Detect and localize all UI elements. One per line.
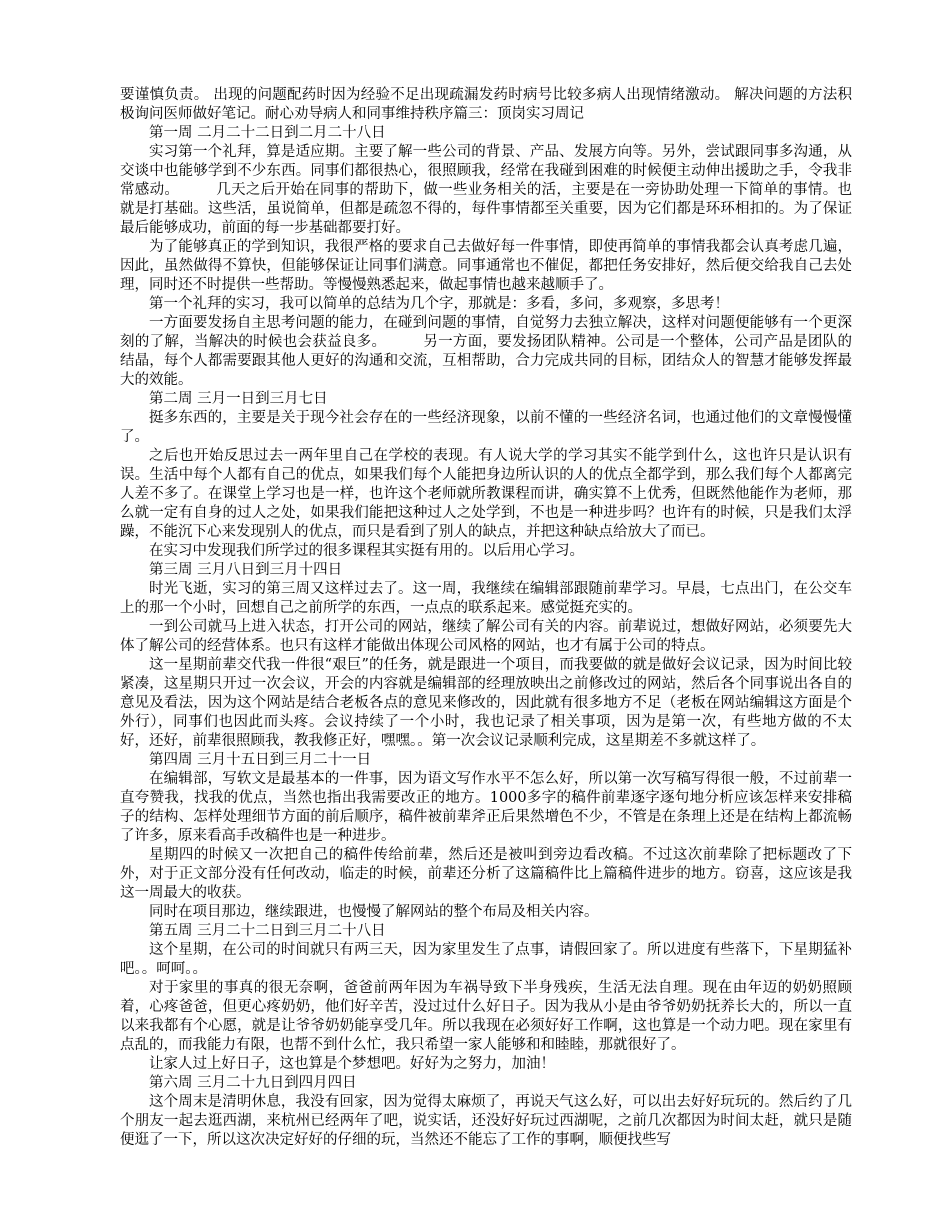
- week-heading-5: 第五周 三月二十二日到三月二十八日: [149, 923, 386, 939]
- week-heading-2: 第二周 三月一日到三月七日: [149, 391, 328, 407]
- paragraph-intro: 要谨慎负责。 出现的问题配药时因为经验不足出现疏漏发药时病号比较多病人出现情绪激动。 解决问题的方法积极询问医师做好笔记。耐心劝导病人和同事维持秩序篇三：顶岗实习周记: [120, 87, 852, 122]
- paragraph: 这一星期前辈交代我一件很“艰巨”的任务，就是跟进一个项目，而我要做的就是做好会议记录，因为时间比较紧凑，这星期只开过一次会议，开会的内容就是编辑部的经理放映出之前修改过的网站，然后各个同事说出各自的意见及看法，因为这个网站是结合老板各点的意见来修改的，因此就有很多地方不足（老板在网站编辑这方面是个外行），同事们也因此而头疼。会议持续了一个小时，我也记录了相关事项，因为是第一次，有些地方做的不太好，还好，前辈很照顾我，教我修正好，嘿嘿。。第一次会议记录顺利完成，这星期差不多就这样了。: [120, 657, 852, 749]
- paragraph: 之后也开始反思过去一两年里自己在学校的表现。有人说大学的学习其实不能学到什么，这也许只是认识有误。生活中每个人都有自己的优点，如果我们每个人能把身边所认识的人的优点全都学到，那么我们每个人都离完人差不多了。在课堂上学习也是一样，也许这个老师就所教课程而讲，确实算不上优秀，但既然他能作为老师，那么就一定有自身的过人之处，如果我们能把这种过人之处学到，不也是一种进步吗？也许有的时候，只是我们太浮躁，不能沉下心来发现别人的优点，而只是看到了别人的缺点，并把这种缺点给放大了而已。: [120, 448, 852, 540]
- paragraph: 在编辑部，写软文是最基本的一件事，因为语文写作水平不怎么好，所以第一次写稿写得很一般，不过前辈一直夸赞我，找我的优点，当然也指出我需要改正的地方。1000多字的稿件前辈逐字逐句地分析应该怎样来安排稿子的结构、怎样处理细节方面的前后顺序，稿件被前辈斧正后果然增色不少，不管是在条理上还是在结构上都流畅了许多，原来看高手改稿件也是一种进步。: [120, 771, 852, 844]
- paragraph: 一方面要发扬自主思考问题的能力，在碰到问题的事情，自觉努力去独立解决，这样对问题便能够有一个更深刻的了解，当解决的时候也会获益良多。 另一方面，要发扬团队精神。公司是一个整体，公司产品是团队的结晶，每个人都需要跟其他人更好的沟通和交流，互相帮助，合力完成共同的目标，团结众人的智慧才能够发挥最大的效能。: [120, 315, 852, 388]
- week-heading-3: 第三周 三月八日到三月十四日: [149, 562, 343, 578]
- week-heading-1: 第一周 二月二十二日到二月二十八日: [149, 125, 386, 141]
- paragraph: 让家人过上好日子，这也算是个梦想吧。好好为之努力，加油！: [149, 1056, 555, 1072]
- paragraph: 时光飞逝，实习的第三周又这样过去了。这一周，我继续在编辑部跟随前辈学习。早晨，七点出门，在公交车上的那一个小时，回想自己之前所学的东西，一点点的联系起来。感觉挺充实的。: [120, 581, 852, 616]
- paragraph: 同时在项目那边，继续跟进，也慢慢了解网站的整个布局及相关内容。: [149, 904, 599, 920]
- paragraph: 为了能够真正的学到知识，我很严格的要求自己去做好每一件事情，即使再简单的事情我都会认真考虑几遍，因此，虽然做得不算快，但能够保证让同事们满意。同事通常也不催促，都把任务安排好，然后便交给我自己去处理，同时还不时提供一些帮助。等慢慢熟悉起来，做起事情也越来越顺手了。: [120, 239, 852, 293]
- paragraph: 挺多东西的，主要是关于现今社会存在的一些经济现象，以前不懂的一些经济名词，也通过他们的文章慢慢懂了。: [120, 410, 852, 445]
- paragraph: 在实习中发现我们所学过的很多课程其实挺有用的。以后用心学习。: [149, 543, 584, 559]
- paragraph: 星期四的时候又一次把自己的稿件传给前辈，然后还是被叫到旁边看改稿。不过这次前辈除了把标题改了下外，对于正文部分没有任何改动，临走的时候，前辈还分析了这篇稿件比上篇稿件进步的地方。窃喜，这应该是我这一周最大的收获。: [120, 847, 852, 901]
- document-page: [120, 86, 852, 1150]
- week-heading-4: 第四周 三月十五日到三月二十一日: [149, 752, 372, 768]
- paragraph: 实习第一个礼拜，算是适应期。主要了解一些公司的背景、产品、发展方向等。另外，尝试跟同事多沟通，从交谈中也能够学到不少东西。同事们都很热心，很照顾我，经常在我碰到困难的时候便主动伸出援助之手，令我非常感动。 几天之后开始在同事的帮助下，做一些业务相关的活，主要是在一旁协助处理一下简单的事情。也就是打基础。这些活，虽说简单，但都是疏忽不得的，每件事情都至关重要，因为它们都是环环相扣的。为了保证最后能够成功，前面的每一步基础都要打好。: [120, 144, 852, 236]
- paragraph: 对于家里的事真的很无奈啊，爸爸前两年因为车祸导致下半身残疾，生活无法自理。现在由年迈的奶奶照顾着，心疼爸爸，但更心疼奶奶，他们好辛苦，没过过什么好日子。因为我从小是由爷爷奶奶抚养长大的，所以一直以来我都有个心愿，就是让爷爷奶奶能享受几年。所以我现在必须好好工作啊，这也算是一个动力吧。现在家里有点乱的，而我能力有限，也帮不到什么忙，我只希望一家人能够和和睦睦，那就很好了。: [120, 980, 852, 1053]
- week-heading-6: 第六周 三月二十九日到四月四日: [149, 1075, 357, 1091]
- paragraph: 这个周末是清明休息，我没有回家，因为觉得太麻烦了，再说天气这么好，可以出去好好玩玩的。然后约了几个朋友一起去逛西湖，来杭州已经两年了吧，说实话，还没好好玩过西湖呢，之前几次都因为时间太赶，就只是随便逛了一下，所以这次决定好好的仔细的玩，当然还不能忘了工作的事啊，顺便找些写: [120, 1094, 852, 1148]
- paragraph: 这个星期，在公司的时间就只有两三天，因为家里发生了点事，请假回家了。所以进度有些落下，下星期猛补吧。。呵呵。。: [120, 942, 852, 977]
- paragraph: 第一个礼拜的实习，我可以简单的总结为几个字，那就是：多看，多问，多观察，多思考！: [149, 296, 729, 312]
- paragraph: 一到公司就马上进入状态，打开公司的网站，继续了解公司有关的内容。前辈说过，想做好网站，必须要先大体了解公司的经营体系。也只有这样才能做出体现公司风格的网站，也才有属于公司的特点。: [120, 619, 852, 654]
